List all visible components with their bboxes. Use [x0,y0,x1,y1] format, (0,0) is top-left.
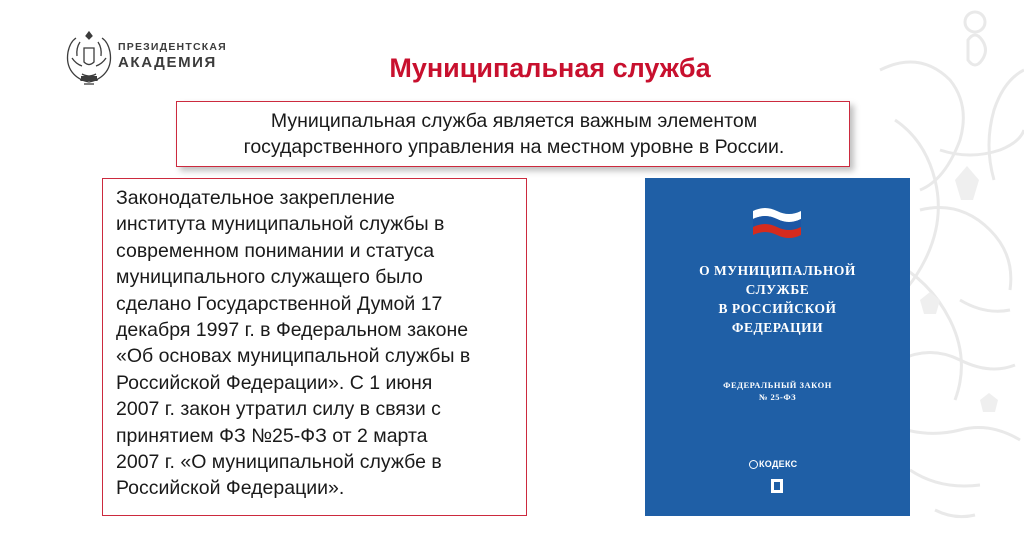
book-publisher [749,459,797,473]
body-line: «Об основах муниципальной службы в [116,345,471,368]
double-headed-eagle-icon [62,28,116,90]
body-line: сделано Государственной Думой 17 [116,292,443,315]
body-line: Законодательное закрепление [116,187,395,209]
intro-text [177,108,851,160]
academy-logo [62,28,252,90]
body-line: Российской Федерации». С 1 июня [116,371,433,394]
body-line: института муниципальной службы в [116,213,445,236]
body-text-box [102,178,527,516]
book-title-line: О МУНИЦИПАЛЬНОЙ [699,263,856,278]
publisher-emblem-icon [770,478,784,494]
book-title-line: СЛУЖБЕ [745,282,810,297]
book-cover-image [645,178,910,516]
book-subtitle [645,379,910,403]
body-line: муниципального служащего было [116,266,423,289]
body-line: 2007 г. «О муниципальной службе в [116,451,442,474]
russian-flag-icon [751,207,803,239]
intro-line: государственного управления на местном уровне в России. [243,136,785,158]
page-title: Муниципальная служба [389,53,711,83]
publisher-logo-icon [749,460,758,469]
book-subtitle-line: № 25-ФЗ [758,392,797,402]
body-line: принятием ФЗ №25-ФЗ от 2 марта [116,424,428,447]
publisher-name: КОДЕКС [759,459,798,469]
intro-line: Муниципальная служба является важным элементом [270,110,758,132]
intro-box [176,101,850,167]
body-line: 2007 г. закон утратил силу в связи с [116,398,441,421]
book-subtitle-line: ФЕДЕРАЛЬНЫЙ ЗАКОН [723,380,832,390]
body-line: декабря 1997 г. в Федеральном законе [116,319,469,342]
body-line: Российской Федерации». [116,477,345,500]
logo-text [118,41,227,72]
book-title-line: В РОССИЙСКОЙ [718,301,837,316]
book-title-line: ФЕДЕРАЦИИ [731,320,824,335]
book-title [645,261,910,337]
logo-line-1: ПРЕЗИДЕНТСКАЯ [118,41,227,53]
body-text [116,185,520,502]
logo-line-2: АКАДЕМИЯ [118,54,217,71]
body-line: современном понимании и статуса [116,239,435,262]
